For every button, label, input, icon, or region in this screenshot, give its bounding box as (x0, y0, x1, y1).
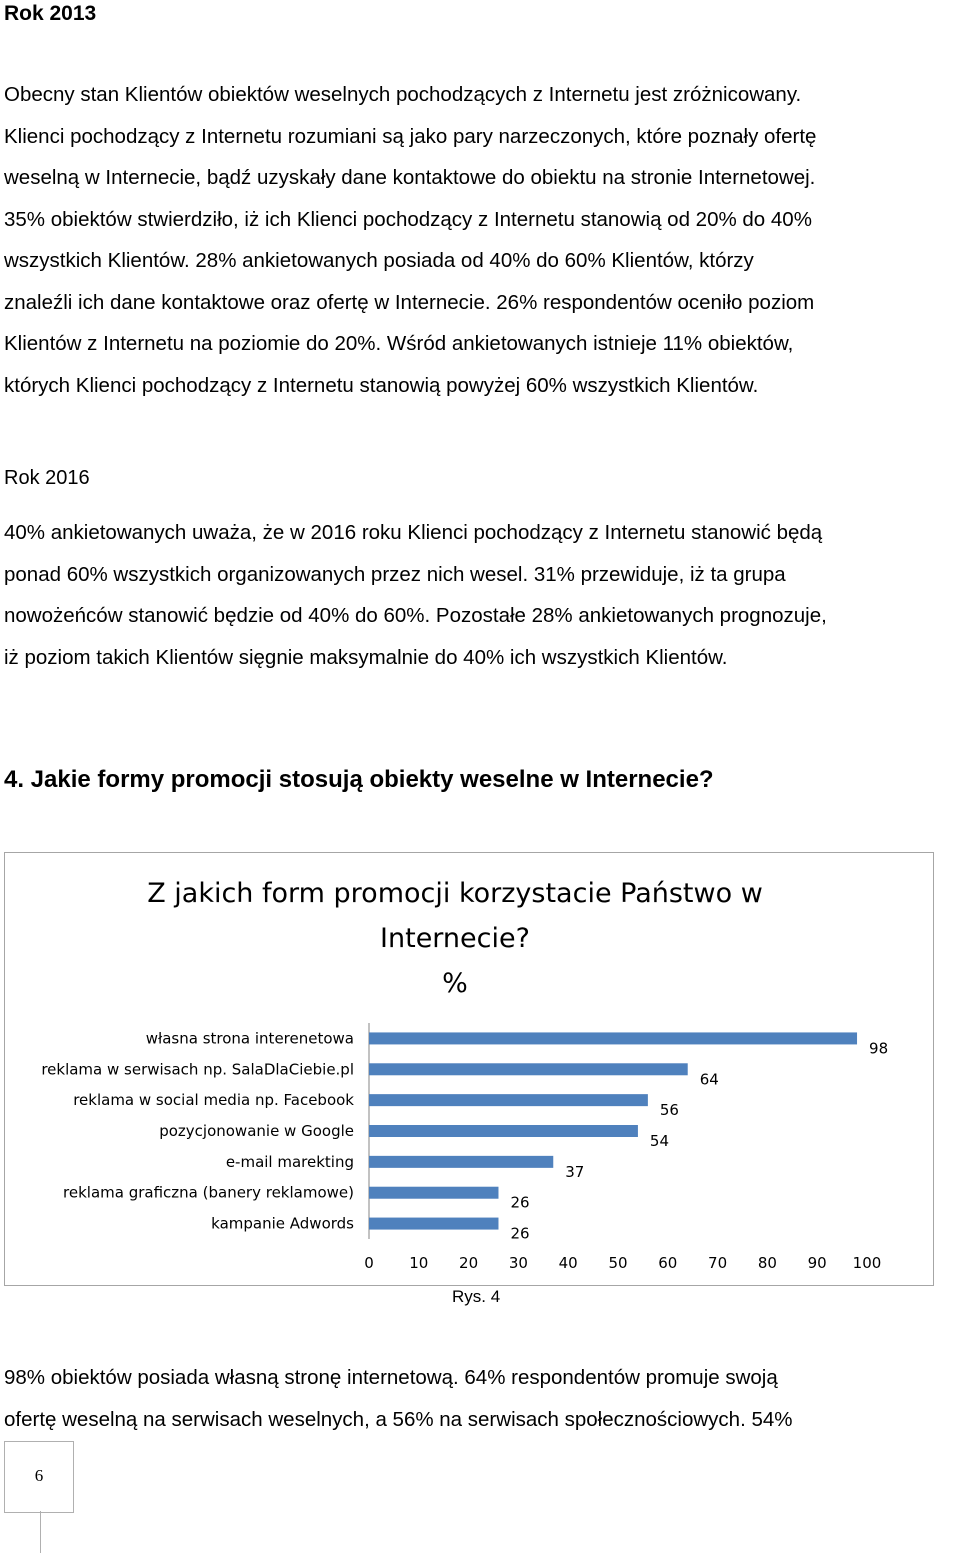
bar (369, 1218, 498, 1230)
x-tick-label: 60 (658, 1254, 678, 1272)
bar (369, 1032, 857, 1044)
category-label: pozycjonowanie w Google (159, 1122, 354, 1140)
x-tick-label: 70 (708, 1254, 728, 1272)
question-heading: 4. Jakie formy promocji stosują obiekty weselne w Internecie? (4, 766, 714, 793)
chart-title-line-2: Internecie? (380, 923, 530, 954)
data-label: 54 (649, 1132, 670, 1150)
text-line: weselną w Internecie, bądź uzyskały dane kontaktowe do obiektu na stronie Internetowej. (4, 166, 816, 189)
text-line: ponad 60% wszystkich organizowanych przez nich wesel. 31% przewiduje, iż ta grupa (4, 562, 786, 586)
x-tick-label: 10 (409, 1254, 429, 1272)
category-label: własna strona interenetowa (145, 1029, 354, 1048)
category-label: kampanie Adwords (211, 1214, 354, 1233)
bar (369, 1156, 553, 1168)
category-label: reklama w social media np. Facebook (73, 1091, 354, 1110)
footer-divider (40, 1511, 41, 1553)
chart-title-line-1: Z jakich form promocji korzystacie Państwo w (147, 878, 763, 909)
text-line: znaleźli ich dane kontaktowe oraz ofertę w Internecie. 26% respondentów oceniło poziom (4, 290, 815, 314)
text-line: których Klienci pochodzący z Internetu stanowią powyżej 60% wszystkich Klientów. (4, 373, 759, 397)
category-label: e-mail marekting (225, 1152, 354, 1171)
heading-rok-2016: Rok 2016 (4, 467, 90, 489)
data-label: 64 (699, 1070, 719, 1089)
data-label: 26 (510, 1224, 530, 1243)
text-line: iż poziom takich Klientów sięgnie maksymalnie do 40% ich wszystkich Klientów. (4, 645, 728, 669)
text-line: Klienci pochodzący z Internetu rozumiani są jako pary narzeczonych, które poznały ofertę (4, 124, 817, 148)
text-line: Klientów z Internetu na poziomie do 20%. Wśród ankietowanych istnieje 11% obiektów, (4, 332, 794, 355)
paragraph-2013 (4, 74, 956, 406)
data-label: 26 (510, 1193, 530, 1212)
heading-rok-2013: Rok 2013 (4, 2, 97, 25)
category-label: reklama graficzna (banery reklamowe) (63, 1183, 354, 1202)
text-line: ofertę weselną na serwisach weselnych, a 56% na serwisach społecznościowych. 54% (4, 1407, 793, 1431)
category-label: reklama w serwisach np. SalaDlaCiebie.pl (41, 1060, 354, 1079)
text-line: 40% ankietowanych uważa, że w 2016 roku Klienci pochodzący z Internetu stanowić będą (4, 521, 823, 544)
bar (369, 1094, 648, 1106)
paragraph-2016 (4, 512, 956, 678)
figure-caption: Rys. 4 (452, 1287, 501, 1306)
chart-title-line-3: % (442, 968, 468, 999)
text-line: wszystkich Klientów. 28% ankietowanych posiada od 40% do 60% Klientów, którzy (4, 249, 754, 272)
x-tick-label: 20 (459, 1254, 479, 1272)
x-tick-label: 40 (558, 1254, 578, 1272)
text-line: 35% obiektów stwierdziło, iż ich Klienci pochodzący z Internetu stanowią od 20% do 40% (4, 207, 812, 231)
bar (369, 1063, 688, 1075)
x-tick-label: 0 (364, 1254, 374, 1272)
x-tick-label: 50 (608, 1254, 628, 1272)
x-tick-label: 100 (852, 1254, 882, 1272)
page-number-box (4, 1441, 74, 1513)
text-line: nowożeńców stanowić będzie od 40% do 60%. Pozostałe 28% ankietowanych prognozuje, (4, 604, 827, 627)
text-line: 98% obiektów posiada własną stronę internetową. 64% respondentów promuje swoją (4, 1366, 778, 1389)
bar-chart (5, 853, 933, 1285)
bar (369, 1187, 498, 1199)
data-label: 56 (659, 1101, 679, 1120)
page-number: 6 (34, 1466, 44, 1485)
x-tick-label: 30 (508, 1254, 528, 1272)
data-label: 37 (565, 1162, 585, 1181)
text-line: Obecny stan Klientów obiektów weselnych pochodzących z Internetu jest zróżnicowany. (4, 83, 802, 106)
paragraph-closing (4, 1357, 956, 1440)
x-tick-label: 80 (757, 1254, 777, 1272)
chart-container (4, 852, 934, 1286)
data-label: 98 (869, 1039, 889, 1058)
x-tick-label: 90 (807, 1254, 827, 1272)
bar (369, 1125, 638, 1137)
